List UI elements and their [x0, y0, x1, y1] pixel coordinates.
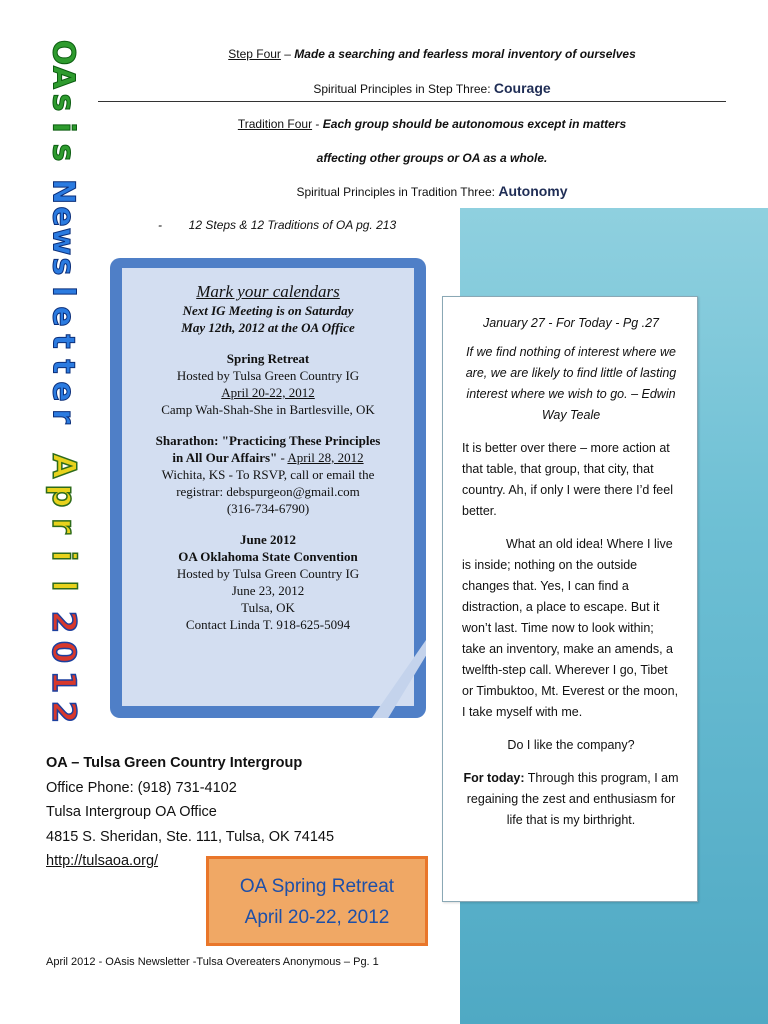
banner-letter: e — [45, 206, 81, 227]
banner-letter: r — [45, 518, 83, 534]
reading-paragraph-1: It is better over there – more action at that table, that group, that city, that country. Ah, if only I were there I’d feel better. — [462, 441, 673, 518]
tradition-label: Tradition Four — [237, 117, 313, 131]
step-principle — [100, 80, 764, 96]
reading-paragraph-2: What an old idea! Where I live is inside; nothing on the outside changes that. Yes, I can find a distraction, a place to escape. But it won’t last. Time now to look within; take an inventory, make an amends, a twelfth-step call. Wherever I go, Tibet or Timbuktoo, Mt. Everest or the moon, I take myself with me. — [462, 537, 679, 719]
for-today-text: Through this program, I am regaining the zest and enthusiasm for life that is my birthright. — [466, 771, 679, 827]
banner-letter: e — [45, 381, 81, 402]
june-contact: Contact Linda T. 918-625-5094 — [185, 617, 351, 632]
reading-question: Do I like the company? — [507, 738, 635, 752]
office-phone: Office Phone: (918) 731-4102 — [46, 779, 237, 796]
office-address: 4815 S. Sheridan, Ste. 111, Tulsa, OK 74145 — [46, 828, 335, 845]
page-footer: April 2012 - OAsis Newsletter -Tulsa Overeaters Anonymous – Pg. 1 — [46, 956, 379, 968]
step-principle-value: Courage — [493, 80, 551, 96]
office-name: Tulsa Intergroup OA Office — [46, 804, 217, 820]
sharathon-phone: (316-734-6790) — [226, 501, 310, 516]
sharathon-line1: Sharathon: "Practicing These Principles — [155, 433, 381, 448]
june-host: Hosted by Tulsa Green Country IG — [176, 566, 360, 581]
banner-letter: 2 — [45, 700, 83, 724]
step-principle-label: Spiritual Principles in Step Three: — [313, 82, 491, 96]
banner-letter: t — [45, 359, 81, 374]
banner-letter: r — [45, 409, 81, 424]
banner-letter: t — [45, 334, 81, 349]
banner-letter: l — [45, 286, 81, 297]
tradition-text-line2 — [100, 151, 764, 165]
banner-letter: l — [45, 580, 83, 592]
tradition-principle — [100, 183, 764, 199]
tradition-principle-value: Autonomy — [498, 183, 568, 199]
promo-dates: April 20-22, 2012 — [244, 907, 390, 928]
sharathon-place: Wichita, KS - To RSVP, call or email the — [161, 467, 375, 482]
for-today-label: For today: — [463, 771, 525, 785]
reading-date: January 27 - For Today - Pg .27 — [482, 316, 660, 330]
banner-letter: 0 — [45, 640, 83, 664]
daily-reading-content — [462, 316, 680, 843]
sharathon-email: registrar: debspurgeon@gmail.com — [176, 484, 360, 499]
banner-letter: s — [45, 143, 81, 162]
tradition-dash: - — [312, 117, 323, 131]
sharathon-dash: - — [277, 450, 288, 465]
spring-retreat-promo — [206, 856, 428, 946]
promo-title: OA Spring Retreat — [239, 876, 395, 897]
banner-letter: N — [45, 178, 81, 205]
banner-letter: 2 — [45, 610, 83, 634]
calendar-content — [122, 282, 414, 633]
ig-meeting-line1: Next IG Meeting is on Saturday — [182, 303, 354, 318]
banner-newsletter — [30, 179, 100, 429]
banner-letter: s — [45, 93, 81, 112]
banner-letter: A — [45, 65, 81, 90]
website-link[interactable]: http://tulsaoa.org/ — [46, 853, 159, 869]
tradition-principle-label: Spiritual Principles in Tradition Three: — [296, 185, 495, 199]
step-label: Step Four — [228, 47, 281, 61]
banner-letter: p — [45, 484, 83, 508]
sharathon-line2 — [122, 449, 414, 466]
banner-month — [30, 451, 100, 601]
june-city: Tulsa, OK — [241, 600, 295, 615]
banner-year — [30, 607, 100, 727]
ig-meeting-line2: May 12th, 2012 at the OA Office — [181, 320, 355, 335]
june-date: June 23, 2012 — [231, 583, 305, 598]
tradition-text-cont: affecting other groups or OA as a whole. — [316, 151, 548, 165]
sharathon-title-end: in All Our Affairs" — [172, 450, 278, 465]
retreat-place: Camp Wah-Shah-She in Bartlesville, OK — [161, 402, 375, 417]
retreat-dates: April 20-22, 2012 — [221, 385, 315, 400]
sharathon-date: April 28, 2012 — [287, 450, 364, 465]
source-citation: - 12 Steps & 12 Traditions of OA pg. 213 — [158, 218, 397, 232]
step-heading — [100, 47, 764, 61]
june-event: OA Oklahoma State Convention — [178, 549, 358, 564]
tradition-heading — [100, 117, 764, 131]
divider — [98, 101, 726, 102]
banner-letter: e — [45, 306, 81, 327]
banner-name — [30, 40, 100, 165]
banner-letter: A — [45, 453, 83, 479]
banner-letter: i — [45, 550, 83, 562]
calendar-title: Mark your calendars — [196, 282, 340, 301]
tradition-text: Each group should be autonomous except in matters — [322, 117, 627, 131]
step-dash: – — [280, 47, 295, 61]
reading-for-today — [462, 768, 680, 831]
banner-letter: s — [45, 257, 81, 276]
banner-letter: O — [45, 39, 81, 66]
retreat-host: Hosted by Tulsa Green Country IG — [176, 368, 360, 383]
newsletter-banner — [30, 40, 100, 727]
banner-letter: w — [45, 227, 81, 256]
retreat-heading: Spring Retreat — [226, 351, 310, 366]
banner-letter: 1 — [45, 670, 83, 694]
june-heading: June 2012 — [240, 532, 296, 547]
intergroup-name: OA – Tulsa Green Country Intergroup — [46, 755, 303, 771]
step-text: Made a searching and fearless moral inventory of ourselves — [294, 47, 636, 61]
reading-quote: If we find nothing of interest where we are, we are likely to find little of lasting interest where we wish to go. – Edwin Way Teale — [465, 345, 677, 422]
banner-letter: i — [45, 122, 81, 133]
